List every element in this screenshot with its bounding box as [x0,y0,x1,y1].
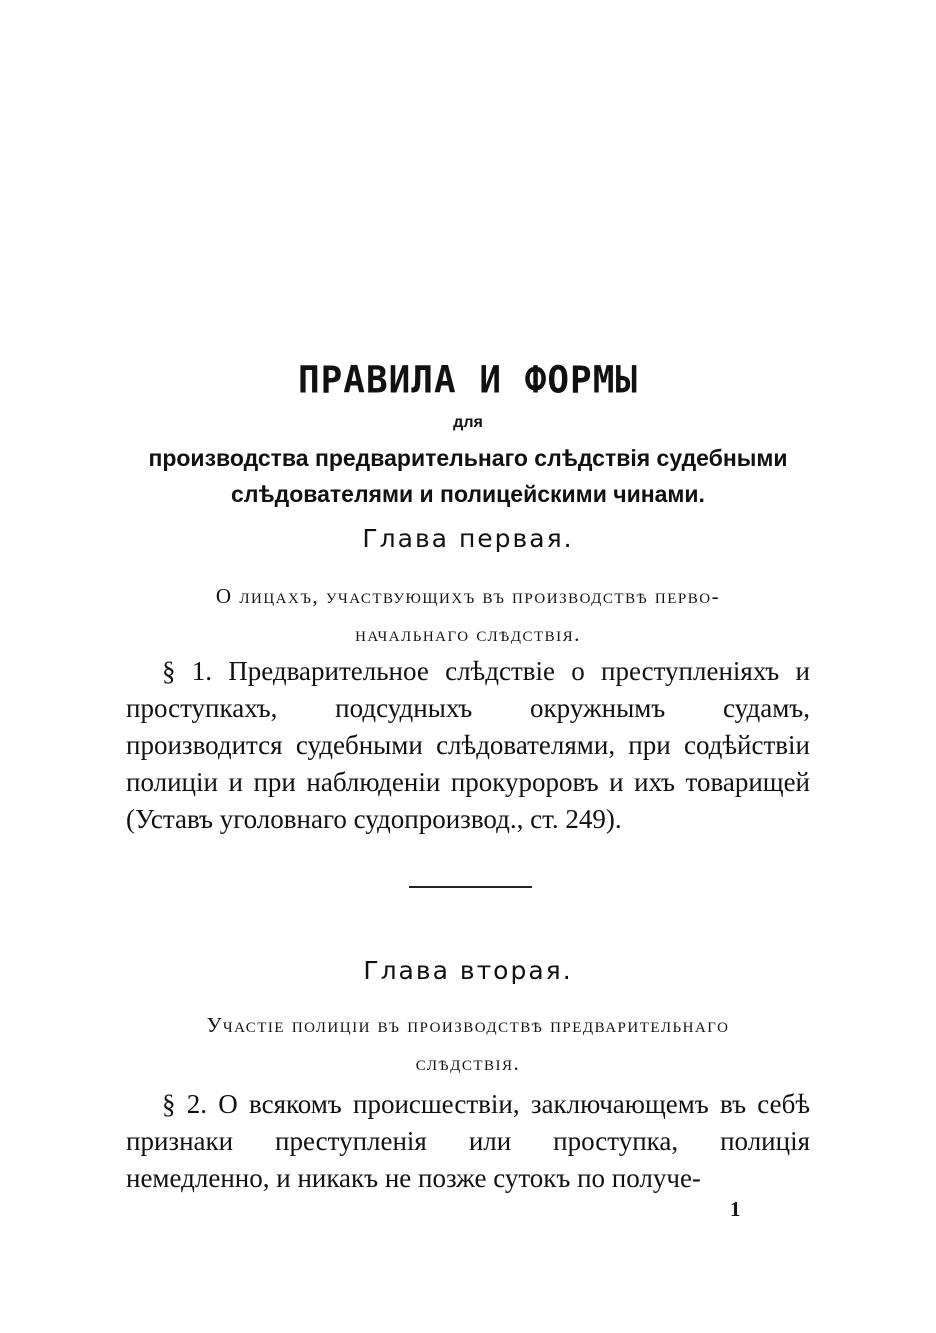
chapter-1-title: Глава первая. [362,524,574,553]
chapter-2-heading [0,1006,936,1082]
subtitle-line-2: слѣдователями и полицейскими чинами. [231,481,705,507]
page-number: 1 [730,1197,741,1221]
document-subtitle [0,440,936,512]
chapter-2-heading-line-2: слѣдствія. [415,1051,521,1075]
paragraph-1: § 1. Предварительное слѣдствіе о преступленіяхъ и проступкахъ, подсудныхъ окружнымъ судамъ, производится судебными слѣдователями, при содѣйствіи полиціи и при наблюденіи прокуроровъ и ихъ товарищей (Уставъ уголовнаго судопроизвод., ст. 249). [126,656,810,834]
title-for-word: для [453,414,483,431]
chapter-2-title: Глава вторая. [363,956,573,985]
chapter-1-heading-line-2: начальнаго слѣдствія. [355,622,581,646]
chapter-1-heading-line-1: О лицахъ, участвующихъ въ производствѣ перво- [215,584,721,608]
chapter-2-heading-line-1: Участіе полиціи въ производствѣ предварительнаго [206,1013,730,1037]
paragraph-2: § 2. О всякомъ происшествіи, заключающемъ въ себѣ признаки преступленія или проступка, полиція немедленно, и никакъ не позже сутокъ по получе- [126,1089,810,1193]
chapter-1-heading [0,577,936,653]
subtitle-line-1: производства предварительнаго слѣдствія судебными [148,445,788,471]
document-title: ПРАВИЛА И ФОРМЫ [297,358,639,403]
section-divider [409,886,532,888]
